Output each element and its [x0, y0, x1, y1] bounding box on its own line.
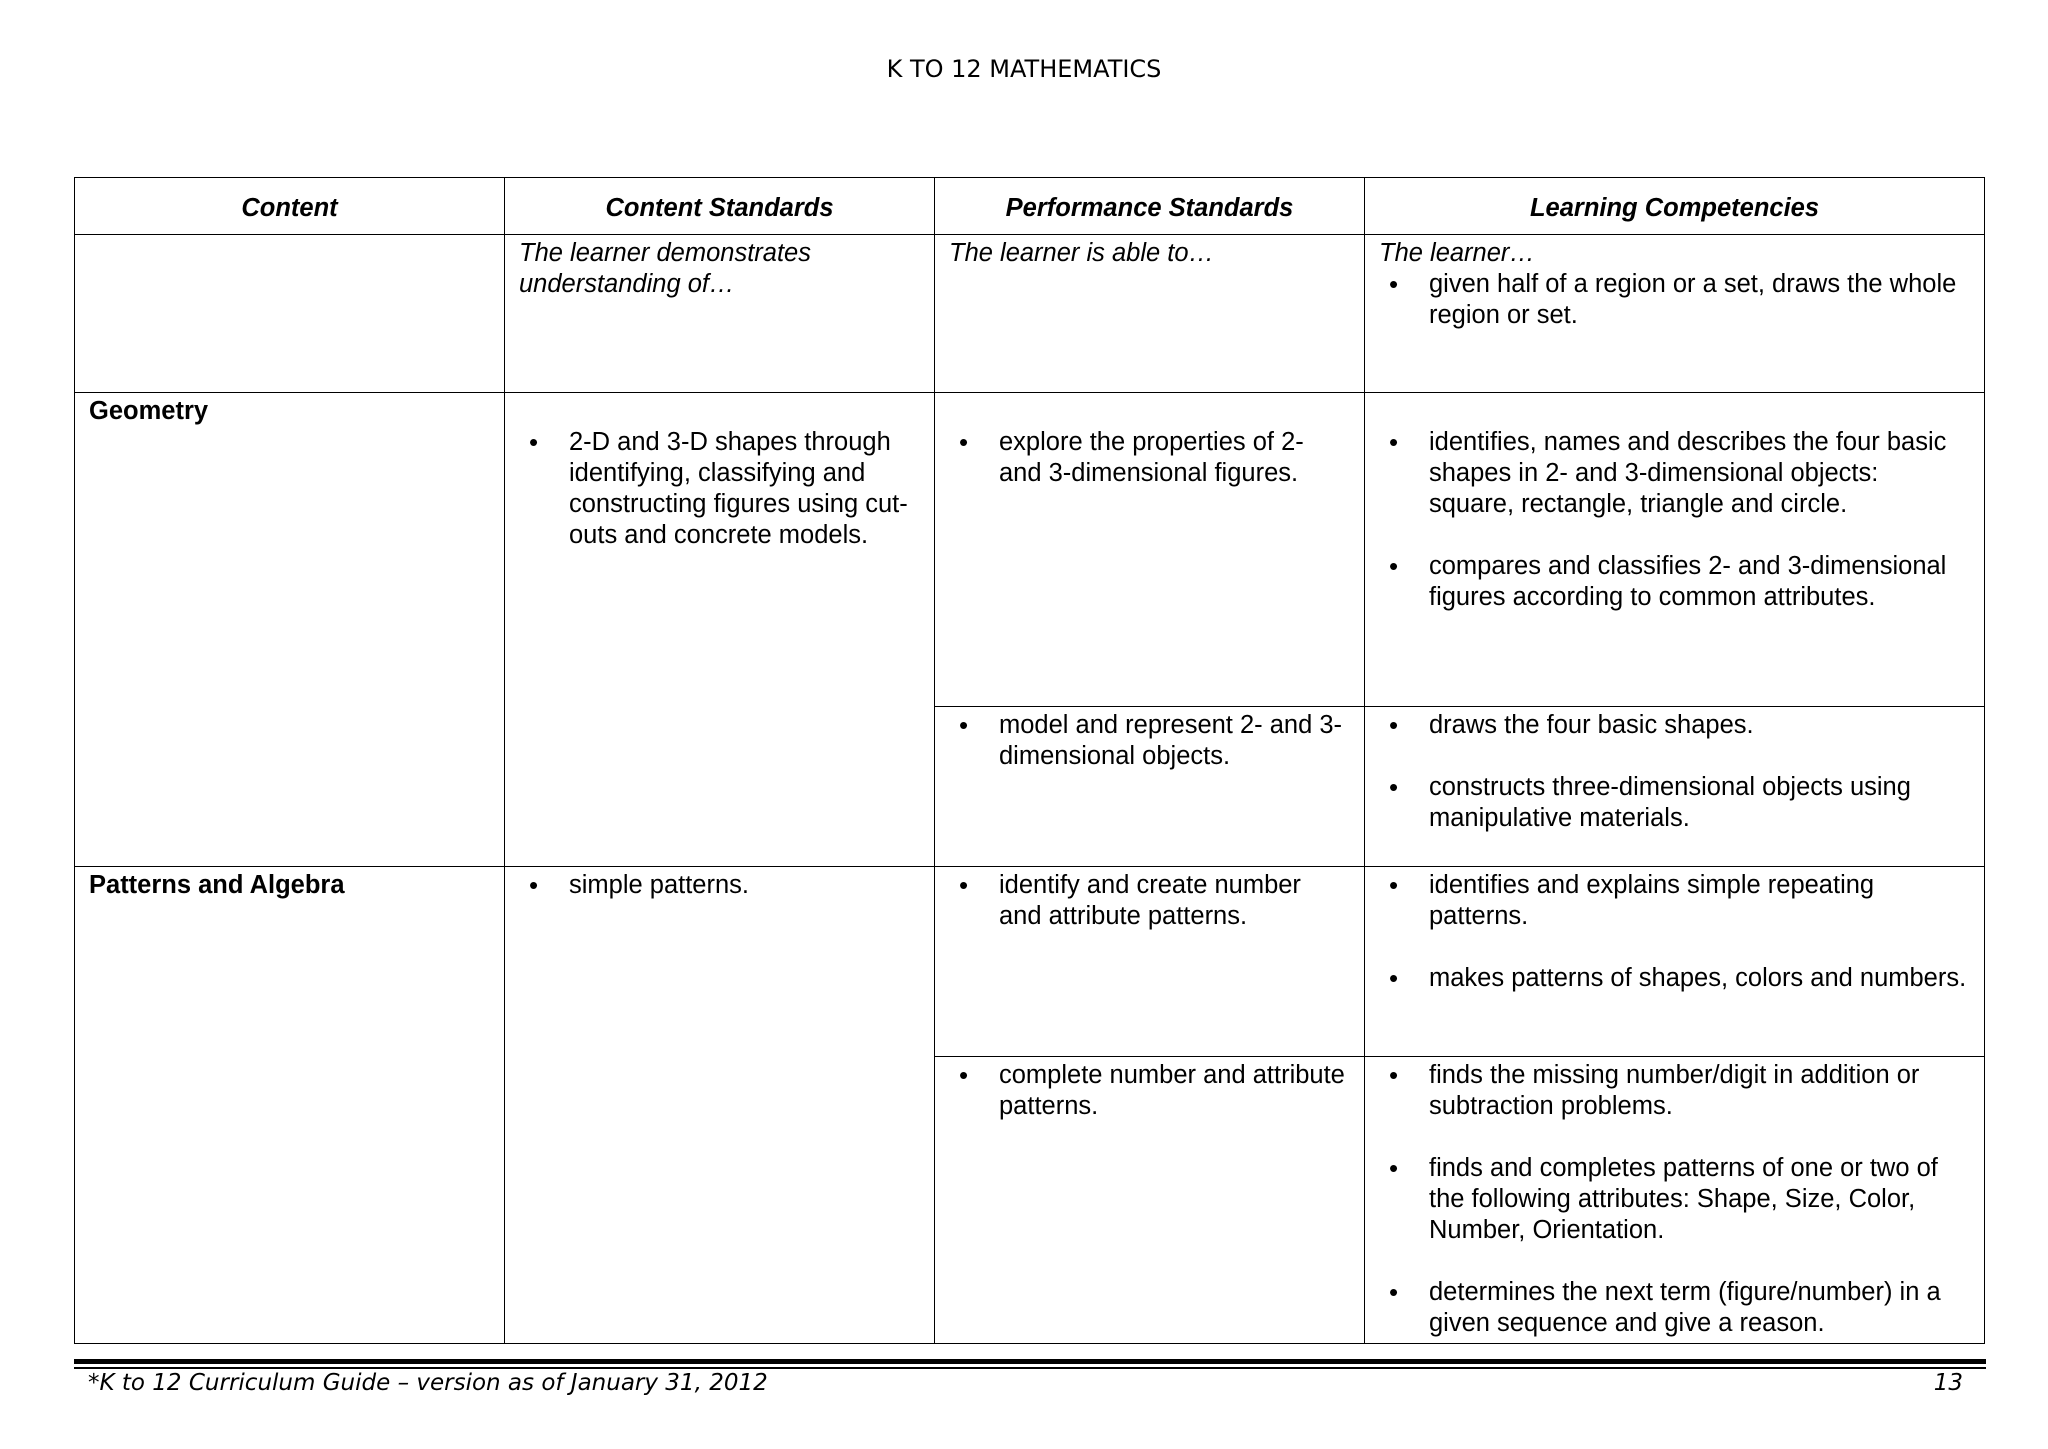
patterns-performance-list-1 [949, 870, 1350, 932]
patterns-performance-list-2 [949, 1060, 1350, 1122]
page-header-title: K TO 12 MATHEMATICS [886, 55, 1162, 83]
geometry-content-standards-list [519, 427, 920, 551]
intro-competencies-text: The learner… [1379, 239, 1535, 267]
geometry-performance-list-1 [949, 427, 1350, 489]
column-header-content: Content [75, 178, 505, 235]
list-item: • constructs three-dimensional objects using manipulative materials. [1379, 772, 1970, 834]
column-header-performance-standards: Performance Standards [935, 178, 1365, 235]
geometry-competencies-cell-1 [1365, 393, 1985, 707]
patterns-content-standards-cell [505, 867, 935, 1344]
table-row-patterns-1 [75, 867, 1985, 1057]
list-item: • identifies, names and describes the four basic shapes in 2- and 3-dimensional objects: square, rectangle, triangle and circle. [1379, 427, 1970, 520]
geometry-performance-cell-2 [935, 707, 1365, 867]
patterns-competencies-list-1 [1379, 870, 1970, 994]
column-header-content-standards: Content Standards [505, 178, 935, 235]
footer-version-note: *K to 12 Curriculum Guide – version as of January 31, 2012 [88, 1370, 768, 1396]
list-item: • identifies and explains simple repeating patterns. [1379, 870, 1970, 932]
intro-competencies-list [1379, 269, 1970, 331]
list-item: • makes patterns of shapes, colors and numbers. [1379, 963, 1970, 994]
list-item: • complete number and attribute patterns. [949, 1060, 1350, 1122]
table-header-row [75, 178, 1985, 235]
geometry-content-cell [75, 393, 505, 867]
curriculum-table [74, 177, 1985, 1344]
geometry-content-standards-cell [505, 393, 935, 867]
footer-page-number: 13 [1933, 1370, 1963, 1396]
intro-content-standards-text: The learner demonstrates understanding of… [519, 239, 811, 298]
patterns-performance-cell-2 [935, 1057, 1365, 1344]
intro-content-standards-cell [505, 235, 935, 393]
list-item: • identify and create number and attribute patterns. [949, 870, 1350, 932]
geometry-label: Geometry [89, 397, 209, 425]
list-item: • finds the missing number/digit in addition or subtraction problems. [1379, 1060, 1970, 1122]
list-item: • 2-D and 3-D shapes through identifying, classifying and constructing figures using cut-outs and concrete models. [519, 427, 920, 551]
geometry-performance-list-2 [949, 710, 1350, 772]
patterns-content-standards-list [519, 870, 920, 901]
list-item: • finds and completes patterns of one or two of the following attributes: Shape, Size, Color, Number, Orientation. [1379, 1153, 1970, 1246]
patterns-performance-cell-1 [935, 867, 1365, 1057]
footer-rule-thin [74, 1367, 1986, 1369]
list-item: • simple patterns. [519, 870, 920, 901]
list-item: • draws the four basic shapes. [1379, 710, 1970, 741]
intro-performance-cell [935, 235, 1365, 393]
patterns-competencies-list-2 [1379, 1060, 1970, 1339]
list-item: • model and represent 2- and 3-dimensional objects. [949, 710, 1350, 772]
intro-performance-text: The learner is able to… [949, 239, 1215, 267]
footer-rule-thick [74, 1359, 1986, 1364]
geometry-competencies-cell-2 [1365, 707, 1985, 867]
patterns-competencies-cell-1 [1365, 867, 1985, 1057]
patterns-label: Patterns and Algebra [89, 871, 345, 899]
geometry-competencies-list-1 [1379, 427, 1970, 613]
patterns-competencies-cell-2 [1365, 1057, 1985, 1344]
list-item: • determines the next term (figure/number) in a given sequence and give a reason. [1379, 1277, 1970, 1339]
intro-competencies-cell [1365, 235, 1985, 393]
geometry-competencies-list-2 [1379, 710, 1970, 834]
list-item: • compares and classifies 2- and 3-dimensional figures according to common attributes. [1379, 551, 1970, 613]
patterns-content-cell [75, 867, 505, 1344]
intro-content-cell [75, 235, 505, 393]
geometry-performance-cell-1 [935, 393, 1365, 707]
table-row-intro [75, 235, 1985, 393]
column-header-learning-competencies: Learning Competencies [1365, 178, 1985, 235]
list-item: • given half of a region or a set, draws the whole region or set. [1379, 269, 1970, 331]
list-item: • explore the properties of 2- and 3-dimensional figures. [949, 427, 1350, 489]
table-row-geometry-1 [75, 393, 1985, 707]
